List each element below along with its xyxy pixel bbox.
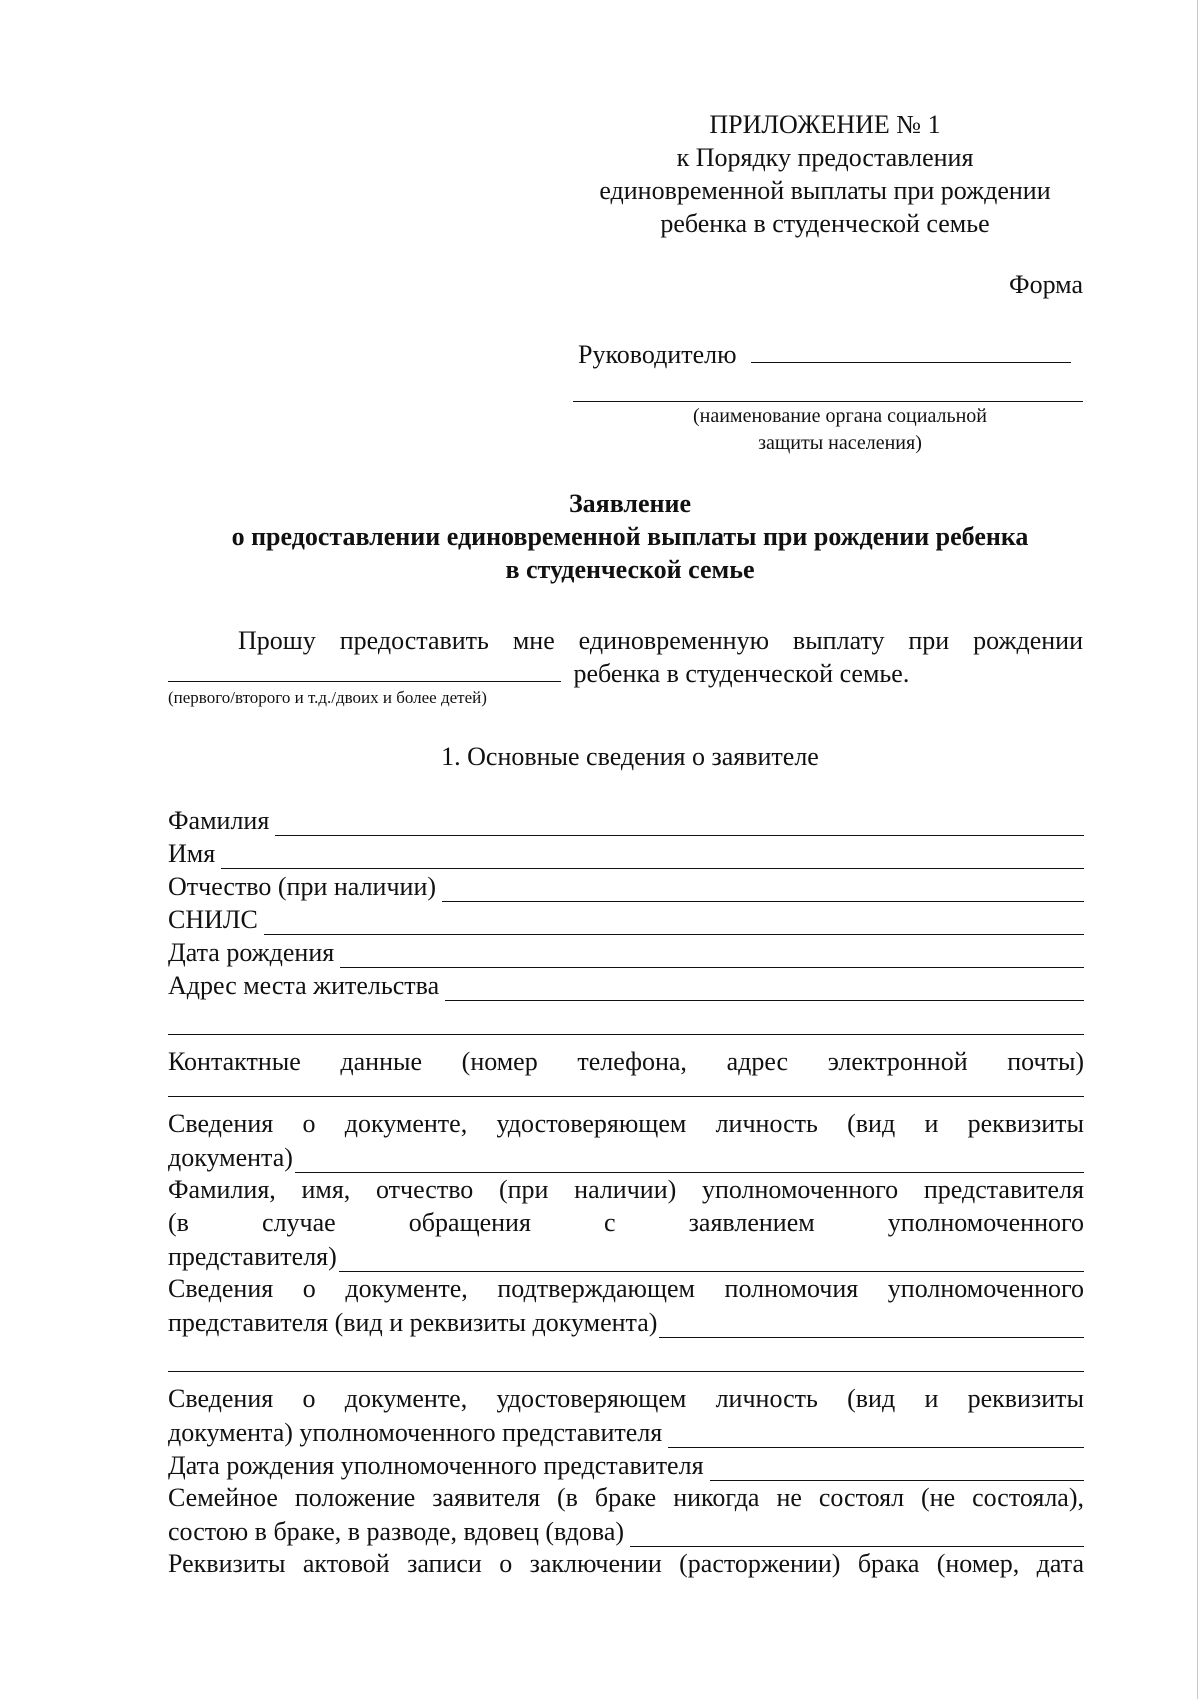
- marriage-record-label-line-1: Реквизиты актовой записи о заключении (расторжении) брака (номер, дата: [168, 1549, 1084, 1578]
- name-field[interactable]: [221, 846, 1084, 869]
- intro-paragraph: [168, 624, 1083, 690]
- title-line: в студенческой семье: [505, 555, 755, 584]
- surname-field[interactable]: [275, 813, 1084, 836]
- rep-id-label-line-1: Сведения о документе, удостоверяющем личность (вид и реквизиты: [168, 1384, 1084, 1413]
- birth-date-row: [168, 935, 1084, 968]
- contacts-word: данные: [340, 1047, 423, 1076]
- contacts-word: почты): [1007, 1047, 1085, 1076]
- marital-label-line-1: Семейное положение заявителя (в браке никогда не состоял (не состояла),: [168, 1483, 1084, 1512]
- scan-edge-right: [1197, 0, 1198, 1699]
- marital-field[interactable]: [630, 1524, 1084, 1547]
- contacts-word: телефона,: [577, 1047, 687, 1076]
- rep-name-label-line-2: [168, 1206, 1084, 1239]
- child-order-note: (первого/второго и т.д./двоих и более детей): [168, 688, 487, 707]
- surname-label: Фамилия: [168, 806, 270, 835]
- rep-auth-field-line-2[interactable]: [168, 1338, 1084, 1372]
- patronymic-row: [168, 869, 1084, 902]
- name-label: Имя: [168, 839, 216, 868]
- addressee-caption: [620, 403, 1060, 457]
- patronymic-label: Отчество (при наличии): [168, 872, 437, 901]
- snils-row: [168, 902, 1084, 935]
- contacts-field[interactable]: [168, 1078, 1084, 1097]
- patronymic-field[interactable]: [442, 879, 1084, 902]
- appendix-header: [560, 108, 1090, 240]
- document-title: [120, 487, 1140, 586]
- address-field-line-2[interactable]: [168, 1001, 1084, 1035]
- appendix-ref-line: к Порядку предоставления: [676, 143, 974, 172]
- appendix-ref-line: единовременной выплаты при рождении: [599, 176, 1051, 205]
- rep-birth-label: Дата рождения уполномоченного представителя: [168, 1451, 704, 1480]
- caption-line: (наименование органа социальной: [692, 405, 988, 427]
- child-order-blank[interactable]: [168, 659, 561, 682]
- rep-name-word: заявлением: [688, 1208, 815, 1237]
- rep-name-field[interactable]: [339, 1249, 1084, 1272]
- id-doc-label-line-1: Сведения о документе, удостоверяющем личность (вид и реквизиты: [168, 1109, 1084, 1138]
- rep-name-word: уполномоченного: [887, 1208, 1085, 1237]
- section-1-title: 1. Основные сведения о заявителе: [441, 742, 819, 771]
- birth-date-label: Дата рождения: [168, 938, 335, 967]
- rep-auth-label-line-2: представителя (вид и реквизиты документа): [168, 1308, 658, 1337]
- address-row: [168, 968, 1084, 1001]
- rep-name-word: обращения: [408, 1208, 531, 1237]
- rep-name-word: с: [604, 1208, 616, 1237]
- intro-line-2: [168, 657, 1083, 690]
- addressee-blank-line-2[interactable]: [573, 401, 1083, 402]
- appendix-number: ПРИЛОЖЕНИЕ № 1: [709, 110, 941, 139]
- caption-line: защиты населения): [758, 432, 922, 454]
- rep-name-word: случае: [262, 1208, 336, 1237]
- rep-id-label-line-2: документа) уполномоченного представителя: [168, 1418, 663, 1447]
- id-doc-row: [168, 1140, 1084, 1173]
- addressee-label: Руководителю: [578, 340, 737, 369]
- marital-row: [168, 1514, 1084, 1547]
- rep-name-word: (в: [168, 1208, 189, 1237]
- title-line: Заявление: [568, 489, 692, 518]
- rep-name-label-line-1: Фамилия, имя, отчество (при наличии) уполномоченного представителя: [168, 1175, 1084, 1204]
- intro-line-2-tail: ребенка в студенческой семье.: [573, 659, 910, 688]
- rep-name-row: [168, 1239, 1084, 1272]
- addressee-row: [578, 340, 1071, 370]
- contacts-word: Контактные: [168, 1047, 301, 1076]
- title-line: о предоставлении единовременной выплаты при рождении ребенка: [231, 522, 1029, 551]
- rep-id-row: [168, 1415, 1084, 1448]
- intro-line-1: Прошу предоставить мне единовременную выплату при рождении: [238, 626, 1083, 655]
- marital-label-line-2: состою в браке, в разводе, вдовец (вдова): [168, 1517, 625, 1546]
- name-row: [168, 836, 1084, 869]
- address-label: Адрес места жительства: [168, 971, 440, 1000]
- rep-name-label-line-3: представителя): [168, 1242, 337, 1271]
- contacts-word: адрес: [726, 1047, 789, 1076]
- id-doc-field[interactable]: [295, 1150, 1084, 1173]
- rep-auth-row: [168, 1305, 1084, 1338]
- contacts-word: (номер: [461, 1047, 538, 1076]
- rep-id-field[interactable]: [668, 1425, 1084, 1448]
- rep-auth-field[interactable]: [659, 1315, 1084, 1338]
- addressee-blank[interactable]: [751, 340, 1071, 363]
- rep-auth-label-line-1: Сведения о документе, подтверждающем полномочия уполномоченного: [168, 1274, 1084, 1303]
- contacts-label: [168, 1045, 1084, 1078]
- rep-birth-field[interactable]: [710, 1458, 1084, 1481]
- contacts-word: электронной: [827, 1047, 968, 1076]
- snils-field[interactable]: [264, 912, 1084, 935]
- applicant-fields: [168, 803, 1084, 1580]
- surname-row: [168, 803, 1084, 836]
- snils-label: СНИЛС: [168, 905, 258, 934]
- rep-birth-row: [168, 1448, 1084, 1481]
- address-field[interactable]: [445, 978, 1084, 1001]
- id-doc-label-line-2: документа): [168, 1143, 293, 1172]
- form-label: Форма: [1009, 270, 1083, 299]
- appendix-ref-line: ребенка в студенческой семье: [660, 209, 990, 238]
- birth-date-field[interactable]: [340, 945, 1084, 968]
